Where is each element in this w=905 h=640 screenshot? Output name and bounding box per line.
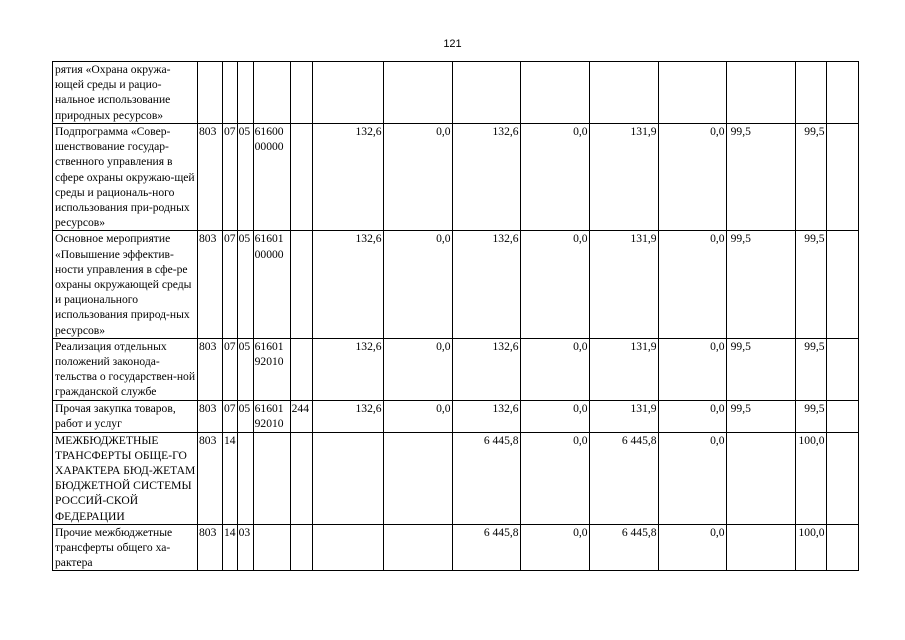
ministry-code: 803 <box>198 400 223 432</box>
percent-cell: 99,5 <box>795 231 826 338</box>
amount-cell <box>312 62 383 124</box>
amount-cell: 6 445,8 <box>452 432 520 524</box>
amount-cell: 131,9 <box>589 231 658 338</box>
amount-cell: 131,9 <box>589 400 658 432</box>
amount-cell: 132,6 <box>452 400 520 432</box>
section-code: 07 <box>223 231 238 338</box>
percent-cell <box>726 524 795 571</box>
section-code: 07 <box>223 400 238 432</box>
amount-cell <box>383 62 452 124</box>
amount-cell: 6 445,8 <box>452 524 520 571</box>
subsection-code: 05 <box>237 400 253 432</box>
amount-cell <box>452 62 520 124</box>
target-article-code: 61601 00000 <box>253 231 290 338</box>
amount-cell: 132,6 <box>452 124 520 231</box>
row-name: МЕЖБЮДЖЕТНЫЕ ТРАНСФЕРТЫ ОБЩЕ-ГО ХАРАКТЕРА БЮД-ЖЕТАМ БЮДЖЕТНОЙ СИСТЕМЫ РОССИЙ-СКОЙ ФЕДЕРАЦИИ <box>53 432 198 524</box>
percent-cell <box>726 62 795 124</box>
percent-cell: 100,0 <box>795 432 826 524</box>
amount-cell <box>589 62 658 124</box>
amount-cell <box>520 62 589 124</box>
section-code: 07 <box>223 338 238 400</box>
subsection-code <box>237 62 253 124</box>
subsection-code: 05 <box>237 338 253 400</box>
amount-cell <box>312 432 383 524</box>
amount-cell: 0,0 <box>383 124 452 231</box>
ministry-code: 803 <box>198 432 223 524</box>
table-row <box>53 231 859 338</box>
amount-cell: 132,6 <box>312 231 383 338</box>
ministry-code: 803 <box>198 338 223 400</box>
amount-cell: 0,0 <box>383 231 452 338</box>
budget-table <box>52 61 859 571</box>
amount-cell: 132,6 <box>452 338 520 400</box>
extra-cell <box>826 400 858 432</box>
target-article-code: 61600 00000 <box>253 124 290 231</box>
amount-cell: 6 445,8 <box>589 432 658 524</box>
page-number: 121 <box>443 38 462 50</box>
expense-type-code <box>290 124 312 231</box>
amount-cell: 0,0 <box>658 524 726 571</box>
amount-cell: 132,6 <box>312 338 383 400</box>
table-row <box>53 400 859 432</box>
amount-cell: 132,6 <box>312 124 383 231</box>
ministry-code: 803 <box>198 524 223 571</box>
row-name: Прочая закупка товаров, работ и услуг <box>53 400 198 432</box>
amount-cell: 6 445,8 <box>589 524 658 571</box>
percent-cell: 99,5 <box>726 338 795 400</box>
target-article-code <box>253 432 290 524</box>
amount-cell: 0,0 <box>658 124 726 231</box>
amount-cell <box>383 524 452 571</box>
target-article-code <box>253 524 290 571</box>
amount-cell <box>312 524 383 571</box>
amount-cell: 131,9 <box>589 124 658 231</box>
expense-type-code <box>290 231 312 338</box>
subsection-code: 05 <box>237 231 253 338</box>
expense-type-code <box>290 62 312 124</box>
row-name: рятия «Охрана окружа-ющей среды и рацио-нальное использование природных ресурсов» <box>53 62 198 124</box>
percent-cell <box>795 62 826 124</box>
amount-cell: 0,0 <box>520 524 589 571</box>
extra-cell <box>826 432 858 524</box>
table-row <box>53 524 859 571</box>
percent-cell: 99,5 <box>795 124 826 231</box>
extra-cell <box>826 62 858 124</box>
amount-cell: 0,0 <box>658 432 726 524</box>
expense-type-code <box>290 432 312 524</box>
amount-cell: 0,0 <box>520 231 589 338</box>
extra-cell <box>826 524 858 571</box>
amount-cell: 0,0 <box>520 124 589 231</box>
amount-cell: 0,0 <box>383 400 452 432</box>
percent-cell: 99,5 <box>726 400 795 432</box>
percent-cell <box>726 432 795 524</box>
percent-cell: 99,5 <box>795 400 826 432</box>
percent-cell: 99,5 <box>726 124 795 231</box>
amount-cell <box>658 62 726 124</box>
table-row <box>53 62 859 124</box>
row-name: Прочие межбюджетные трансферты общего ха-рактера <box>53 524 198 571</box>
row-name: Основное мероприятие «Повышение эффектив-ности управления в сфе-ре охраны окружающей среды и рационального использования природ-ных ресурсов» <box>53 231 198 338</box>
subsection-code <box>237 432 253 524</box>
ministry-code <box>198 62 223 124</box>
amount-cell: 0,0 <box>658 338 726 400</box>
amount-cell: 0,0 <box>383 338 452 400</box>
section-code: 14 <box>223 524 238 571</box>
amount-cell: 132,6 <box>312 400 383 432</box>
extra-cell <box>826 338 858 400</box>
table-row <box>53 432 859 524</box>
percent-cell: 99,5 <box>726 231 795 338</box>
expense-type-code <box>290 338 312 400</box>
section-code <box>223 62 238 124</box>
table-row <box>53 338 859 400</box>
percent-cell: 99,5 <box>795 338 826 400</box>
table-row <box>53 124 859 231</box>
target-article-code: 61601 92010 <box>253 400 290 432</box>
amount-cell: 0,0 <box>520 400 589 432</box>
section-code: 07 <box>223 124 238 231</box>
expense-type-code: 244 <box>290 400 312 432</box>
extra-cell <box>826 124 858 231</box>
expense-type-code <box>290 524 312 571</box>
row-name: Подпрограмма «Совер-шенствование государ-ственного управления в сфере охраны окружаю-щей среды и рациональ-ного использования при-родных ресурсов» <box>53 124 198 231</box>
percent-cell: 100,0 <box>795 524 826 571</box>
amount-cell: 0,0 <box>520 432 589 524</box>
amount-cell: 0,0 <box>520 338 589 400</box>
target-article-code: 61601 92010 <box>253 338 290 400</box>
subsection-code: 05 <box>237 124 253 231</box>
ministry-code: 803 <box>198 124 223 231</box>
ministry-code: 803 <box>198 231 223 338</box>
amount-cell: 0,0 <box>658 231 726 338</box>
section-code: 14 <box>223 432 238 524</box>
amount-cell: 0,0 <box>658 400 726 432</box>
target-article-code <box>253 62 290 124</box>
row-name: Реализация отдельных положений законода-тельства о государствен-ной гражданской службе <box>53 338 198 400</box>
amount-cell: 132,6 <box>452 231 520 338</box>
amount-cell: 131,9 <box>589 338 658 400</box>
subsection-code: 03 <box>237 524 253 571</box>
amount-cell <box>383 432 452 524</box>
extra-cell <box>826 231 858 338</box>
